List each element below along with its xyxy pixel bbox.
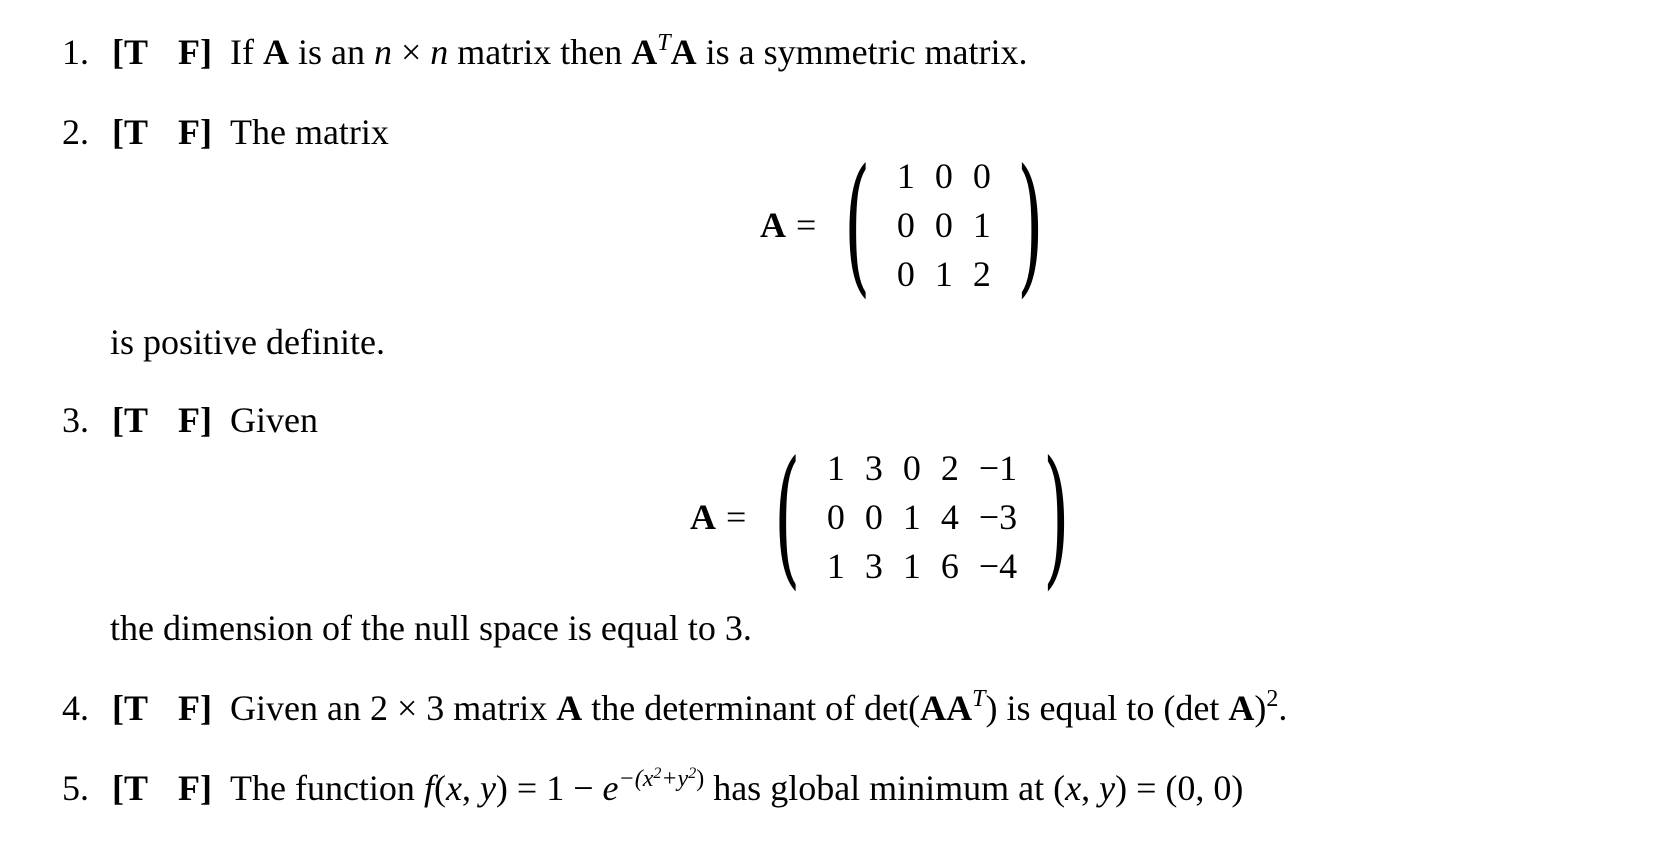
question-number: 4. [62, 688, 89, 728]
true-false-marker: [T F] [112, 32, 212, 72]
matrix-cell: 1 [902, 496, 921, 537]
matrix-cell: 0 [902, 447, 921, 488]
matrix-cell: 0 [972, 155, 991, 196]
matrix-cell: 2 [940, 447, 959, 488]
question-3 [62, 398, 318, 442]
matrix-cell: 3 [864, 447, 883, 488]
question-number: 2. [62, 112, 89, 152]
matrix-cell: −1 [978, 447, 1018, 488]
matrix-cell: 1 [826, 447, 845, 488]
question-2 [62, 110, 389, 154]
matrix-cell: 0 [934, 155, 953, 196]
left-paren: ( [774, 430, 801, 604]
matrix-equation-2 [760, 138, 1059, 312]
matrix-cell: 0 [896, 204, 915, 245]
matrix-cell: 6 [940, 545, 959, 586]
matrix-cell: 3 [864, 545, 883, 586]
left-paren: ( [844, 138, 871, 312]
question-2-after: is positive definite. [110, 322, 385, 362]
question-intro: Given [229, 400, 318, 440]
matrix-label: A = [760, 205, 817, 245]
matrix-cell: 1 [896, 155, 915, 196]
matrix-cell: 0 [826, 496, 845, 537]
question-number: 1. [62, 32, 89, 72]
question-3-after: the dimension of the null space is equal to 3. [110, 608, 752, 648]
question-number: 5. [62, 768, 89, 808]
matrix-grid [817, 444, 1027, 591]
question-1: 1. [T F] If A is an n × n matrix then $A^TA$ is a symmetric matrix. [62, 30, 1028, 72]
matrix-cell: 1 [934, 253, 953, 294]
matrix-cell: 2 [972, 253, 991, 294]
right-paren: ) [1043, 430, 1070, 604]
matrix-cell: 1 [826, 545, 845, 586]
question-4: 4. [T F] Given an 2 × 3 matrix A the determinant of $\det(AA^T)$ is equal to (det A)$^2$. [62, 686, 1288, 728]
true-false-marker: [T F] [112, 400, 212, 440]
matrix-grid [887, 152, 1001, 299]
matrix-cell: −3 [978, 496, 1018, 537]
matrix-cell: 0 [934, 204, 953, 245]
right-paren: ) [1016, 138, 1044, 312]
matrix-cell: 1 [902, 545, 921, 586]
true-false-marker: [T F] [112, 688, 212, 728]
matrix-label: A = [690, 497, 747, 537]
question-number: 3. [62, 400, 89, 440]
question-5: 5. [T F] The function f(x, $y) = 1 - e^{-(x^2+y^2)}$ has global minimum at (x, y) = (0, 0) [62, 765, 1244, 808]
exponent: −(x2+y2) [618, 765, 705, 792]
matrix-cell: 0 [864, 496, 883, 537]
matrix-cell: 4 [940, 496, 959, 537]
true-false-marker: [T F] [112, 112, 212, 152]
matrix-cell: 0 [896, 253, 915, 294]
matrix-equation-3 [690, 430, 1086, 604]
true-false-marker: [T F] [112, 768, 212, 808]
question-intro: The matrix [229, 112, 389, 152]
matrix-cell: −4 [978, 545, 1018, 586]
matrix-cell: 1 [972, 204, 991, 245]
